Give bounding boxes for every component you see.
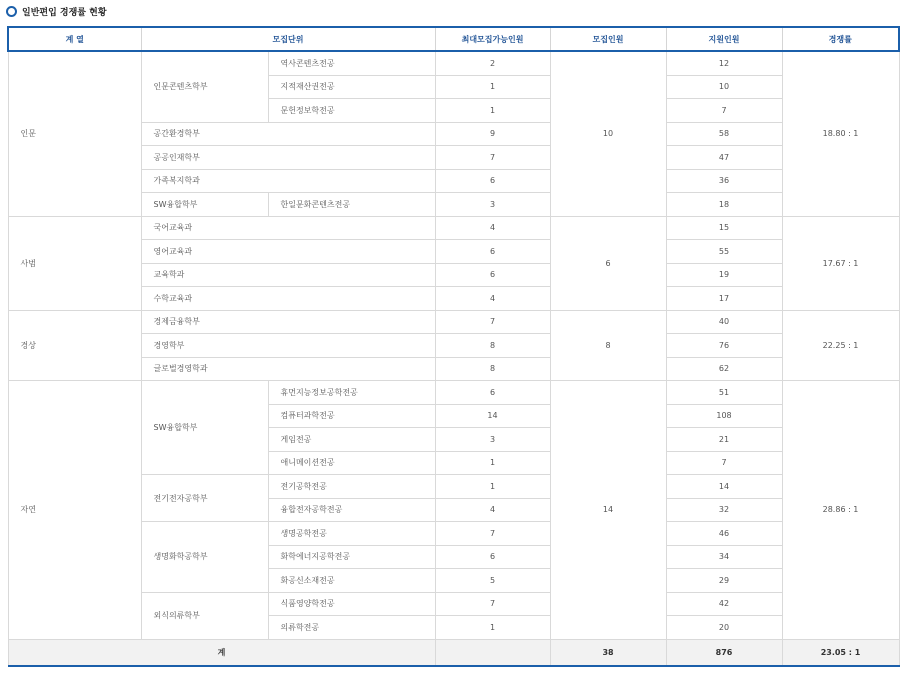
- unit-cell: SW융합학부: [141, 381, 268, 475]
- table-row: [8, 51, 899, 75]
- max-cell: 6: [435, 169, 550, 193]
- table-row: [8, 334, 899, 358]
- major-cell: 생명공학전공: [268, 522, 435, 546]
- section-heading: [6, 2, 107, 20]
- major-cell: 역사콘텐츠전공: [268, 51, 435, 75]
- max-cell: 4: [435, 287, 550, 311]
- applicants-cell: 18: [666, 193, 782, 217]
- ratio-cell: 22.25 : 1: [782, 310, 899, 381]
- max-cell: 1: [435, 451, 550, 475]
- applicants-cell: 51: [666, 381, 782, 405]
- max-cell: 1: [435, 616, 550, 640]
- table-row: [8, 357, 899, 381]
- max-cell: 7: [435, 310, 550, 334]
- unit-cell: 공간환경학부: [141, 122, 435, 146]
- applicants-cell: 10: [666, 75, 782, 99]
- applicants-cell: 36: [666, 169, 782, 193]
- max-cell: 5: [435, 569, 550, 593]
- applicants-cell: 7: [666, 99, 782, 123]
- total-label: 계: [8, 639, 435, 666]
- competition-table: [7, 26, 900, 667]
- max-cell: 8: [435, 334, 550, 358]
- max-cell: 6: [435, 381, 550, 405]
- table-row: [8, 287, 899, 311]
- unit-cell: 수학교육과: [141, 287, 435, 311]
- applicants-cell: 55: [666, 240, 782, 264]
- major-cell: 지적재산권전공: [268, 75, 435, 99]
- recruit-cell: 10: [550, 51, 666, 216]
- unit-cell: 국어교육과: [141, 216, 435, 240]
- unit-cell: 공공인재학부: [141, 146, 435, 170]
- max-cell: 7: [435, 592, 550, 616]
- max-cell: 1: [435, 75, 550, 99]
- header-applicants: 지원인원: [666, 27, 782, 51]
- table-row: [8, 263, 899, 287]
- applicants-cell: 12: [666, 51, 782, 75]
- max-cell: 1: [435, 99, 550, 123]
- header-recruit: 모집인원: [550, 27, 666, 51]
- table-header-row: [8, 27, 899, 51]
- applicants-cell: 19: [666, 263, 782, 287]
- applicants-cell: 108: [666, 404, 782, 428]
- table-row: [8, 522, 899, 546]
- total-applicants: 876: [666, 639, 782, 666]
- applicants-cell: 14: [666, 475, 782, 499]
- applicants-cell: 7: [666, 451, 782, 475]
- unit-cell: 글로벌경영학과: [141, 357, 435, 381]
- field-cell: 인문: [8, 51, 141, 216]
- applicants-cell: 29: [666, 569, 782, 593]
- table-row: [8, 592, 899, 616]
- applicants-cell: 32: [666, 498, 782, 522]
- header-field: 계 열: [8, 27, 141, 51]
- max-cell: 3: [435, 428, 550, 452]
- major-cell: 컴퓨터과학전공: [268, 404, 435, 428]
- unit-cell: 인문콘텐츠학부: [141, 51, 268, 122]
- unit-cell: 생명화학공학부: [141, 522, 268, 593]
- major-cell: 화학에너지공학전공: [268, 545, 435, 569]
- header-unit: 모집단위: [141, 27, 435, 51]
- major-cell: 문헌정보학전공: [268, 99, 435, 123]
- max-cell: 1: [435, 475, 550, 499]
- max-cell: 2: [435, 51, 550, 75]
- ratio-cell: 28.86 : 1: [782, 381, 899, 640]
- applicants-cell: 62: [666, 357, 782, 381]
- section-title: 일반편입 경쟁률 현황: [22, 7, 107, 18]
- table-row: [8, 146, 899, 170]
- table-row: [8, 169, 899, 193]
- unit-cell: 경영학부: [141, 334, 435, 358]
- table-row: [8, 475, 899, 499]
- applicants-cell: 17: [666, 287, 782, 311]
- major-cell: 휴먼지능정보공학전공: [268, 381, 435, 405]
- field-cell: 사범: [8, 216, 141, 310]
- max-cell: 7: [435, 522, 550, 546]
- max-cell: 3: [435, 193, 550, 217]
- table-row: [8, 193, 899, 217]
- applicants-cell: 42: [666, 592, 782, 616]
- major-cell: 융합전자공학전공: [268, 498, 435, 522]
- major-cell: 애니메이션전공: [268, 451, 435, 475]
- major-cell: 한일문화콘텐츠전공: [268, 193, 435, 217]
- major-cell: 화공신소재전공: [268, 569, 435, 593]
- unit-cell: SW융합학부: [141, 193, 268, 217]
- unit-cell: 영어교육과: [141, 240, 435, 264]
- max-cell: 8: [435, 357, 550, 381]
- max-cell: 14: [435, 404, 550, 428]
- max-cell: 7: [435, 146, 550, 170]
- circle-bullet-icon: [6, 6, 17, 17]
- max-cell: 9: [435, 122, 550, 146]
- applicants-cell: 58: [666, 122, 782, 146]
- table-row: [8, 216, 899, 240]
- unit-cell: 가족복지학과: [141, 169, 435, 193]
- recruit-cell: 6: [550, 216, 666, 310]
- applicants-cell: 46: [666, 522, 782, 546]
- total-recruit: 38: [550, 639, 666, 666]
- max-cell: 4: [435, 216, 550, 240]
- total-row: [8, 639, 899, 666]
- total-max: [435, 639, 550, 666]
- applicants-cell: 47: [666, 146, 782, 170]
- ratio-cell: 17.67 : 1: [782, 216, 899, 310]
- unit-cell: 경제금융학부: [141, 310, 435, 334]
- max-cell: 6: [435, 240, 550, 264]
- major-cell: 의류학전공: [268, 616, 435, 640]
- applicants-cell: 40: [666, 310, 782, 334]
- major-cell: 게임전공: [268, 428, 435, 452]
- unit-cell: 전기전자공학부: [141, 475, 268, 522]
- recruit-cell: 14: [550, 381, 666, 640]
- major-cell: 식품영양학전공: [268, 592, 435, 616]
- total-ratio: 23.05 : 1: [782, 639, 899, 666]
- header-ratio: 경쟁률: [782, 27, 899, 51]
- applicants-cell: 20: [666, 616, 782, 640]
- ratio-cell: 18.80 : 1: [782, 51, 899, 216]
- recruit-cell: 8: [550, 310, 666, 381]
- table-row: [8, 122, 899, 146]
- table-row: [8, 310, 899, 334]
- unit-cell: 교육학과: [141, 263, 435, 287]
- field-cell: 경상: [8, 310, 141, 381]
- applicants-cell: 21: [666, 428, 782, 452]
- max-cell: 6: [435, 545, 550, 569]
- table-row: [8, 240, 899, 264]
- applicants-cell: 15: [666, 216, 782, 240]
- table-row: [8, 381, 899, 405]
- max-cell: 6: [435, 263, 550, 287]
- applicants-cell: 76: [666, 334, 782, 358]
- header-max: 최대모집가능인원: [435, 27, 550, 51]
- unit-cell: 외식의류학부: [141, 592, 268, 639]
- major-cell: 전기공학전공: [268, 475, 435, 499]
- applicants-cell: 34: [666, 545, 782, 569]
- field-cell: 자연: [8, 381, 141, 640]
- max-cell: 4: [435, 498, 550, 522]
